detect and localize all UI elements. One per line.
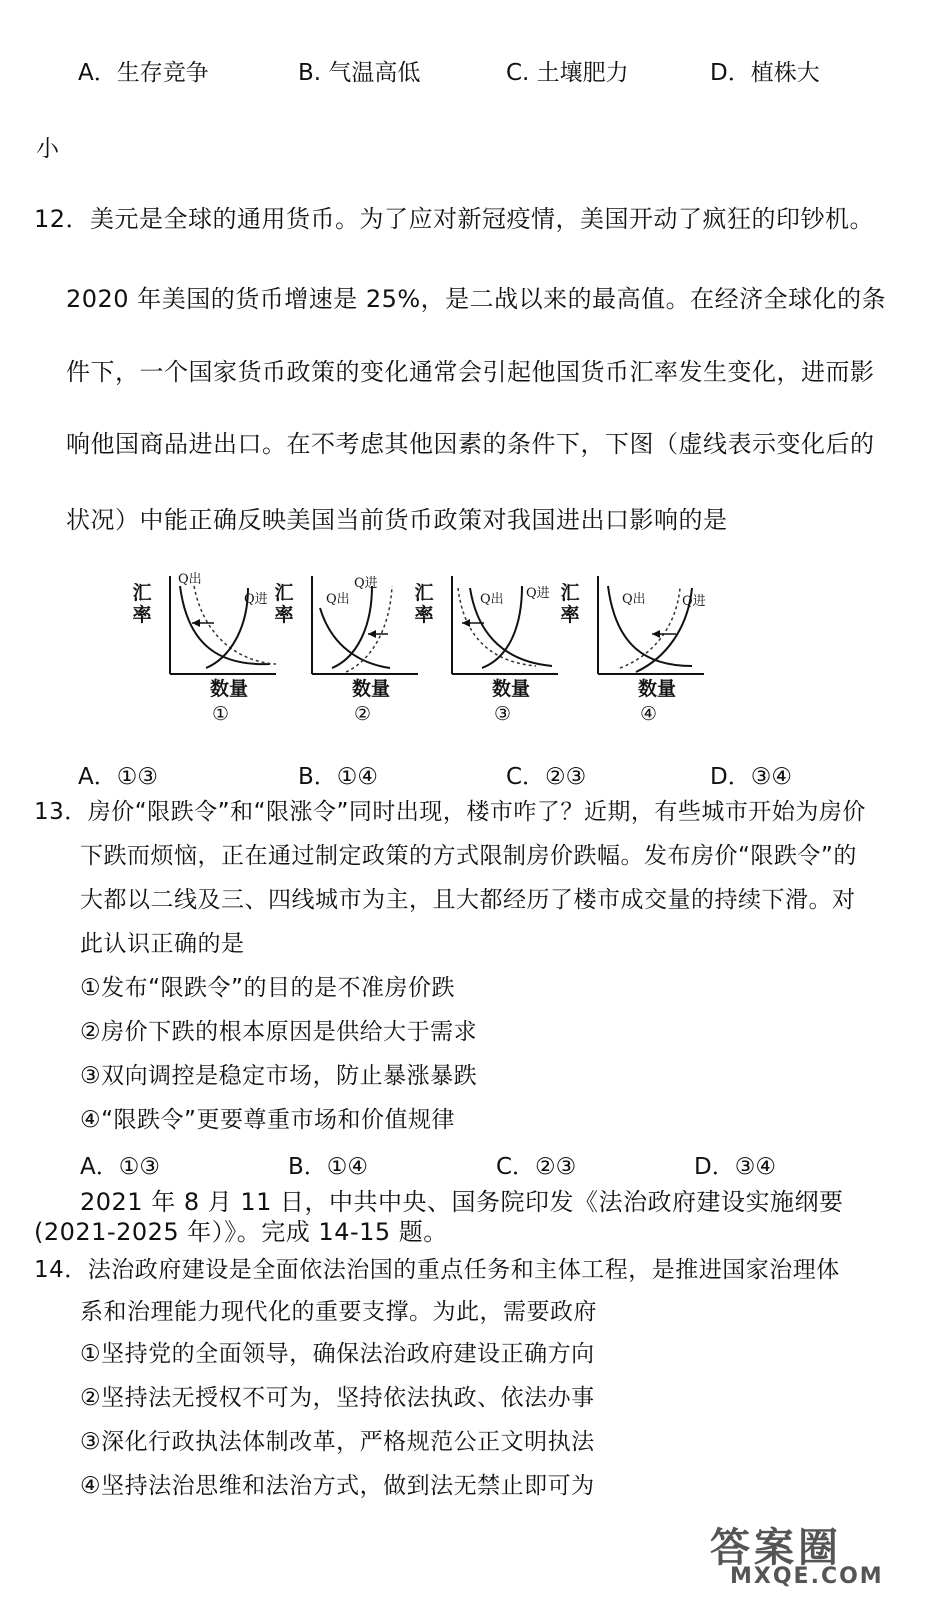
q14-item-2: ②坚持法无授权不可为，坚持依法执政、依法办事: [80, 1385, 595, 1411]
graph-2-q-out: Q出: [326, 592, 350, 607]
q14-line-2: 系和治理能力现代化的重要支撑。为此，需要政府: [80, 1299, 597, 1325]
q13-item-1: ①发布“限跌令”的目的是不准房价跌: [80, 975, 455, 1001]
q12-line-1: 12．美元是全球的通用货币。为了应对新冠疫情，美国开动了疯狂的印钞机。: [34, 205, 875, 233]
graph-2-q-in: Q进: [354, 576, 378, 591]
q11-option-b: B. 气温高低: [298, 60, 421, 86]
q11-option-d-continued: 小: [36, 136, 59, 162]
exchange-rate-graph-1: [130, 568, 280, 728]
q14-item-3: ③深化行政执法体制改革，严格规范公正文明执法: [80, 1429, 595, 1455]
graph-1-y-label: 汇率: [132, 582, 152, 626]
graph-3-q-in: Q进: [526, 586, 550, 601]
q12-line-5: 状况）中能正确反映美国当前货币政策对我国进出口影响的是: [66, 506, 728, 534]
graph-4-y-label: 汇率: [560, 582, 580, 626]
q13-line-3: 大都以二线及三、四线城市为主，且大都经历了楼市成交量的持续下滑。对: [80, 887, 856, 913]
graph-4-q-in: Q进: [682, 594, 706, 609]
graph-4-number: ④: [640, 703, 658, 725]
q12-option-d: D．③④: [710, 764, 792, 790]
q14-item-4: ④坚持法治思维和法治方式，做到法无禁止即可为: [80, 1473, 595, 1499]
q11-option-d: D．植株大: [710, 60, 820, 86]
graph-1-q-in: Q进: [244, 592, 268, 607]
graph-1-number: ①: [212, 703, 230, 725]
q12-line-4: 响他国商品进出口。在不考虑其他因素的条件下，下图（虚线表示变化后的: [66, 430, 875, 458]
q11-option-c: C. 土壤肥力: [506, 60, 629, 86]
q12-line-3: 件下，一个国家货币政策的变化通常会引起他国货币汇率发生变化，进而影: [66, 358, 875, 386]
exchange-rate-graph-2: [272, 568, 422, 728]
q14-line-1: 14．法治政府建设是全面依法治国的重点任务和主体工程，是推进国家治理体: [34, 1257, 840, 1283]
logo-url: MXQE.COM: [730, 1564, 884, 1589]
q14-item-1: ①坚持党的全面领导，确保法治政府建设正确方向: [80, 1341, 595, 1367]
q13-option-c: C．②③: [496, 1154, 577, 1180]
q11-option-a: A．生存竞争: [78, 60, 209, 86]
q13-item-2: ②房价下跌的根本原因是供给大于需求: [80, 1019, 478, 1045]
q12-option-b: B．①④: [298, 764, 379, 790]
q13-item-3: ③双向调控是稳定市场，防止暴涨暴跌: [80, 1063, 478, 1089]
graph-3-x-label: 数量: [492, 678, 531, 700]
exchange-rate-graph-3: [412, 568, 562, 728]
q13-line-2: 下跌而烦恼，正在通过制定政策的方式限制房价跌幅。发布房价“限跌令”的: [80, 843, 857, 869]
exchange-rate-graph-4: [558, 568, 708, 728]
q13-option-b: B．①④: [288, 1154, 369, 1180]
q12-option-c: C．②③: [506, 764, 587, 790]
q13-line-4: 此认识正确的是: [80, 931, 245, 957]
q12-line-2: 2020 年美国的货币增速是 25%，是二战以来的最高值。在经济全球化的条: [66, 285, 887, 313]
answer-site-logo: [710, 1512, 910, 1592]
q13-option-d: D．③④: [694, 1154, 776, 1180]
graph-2-x-label: 数量: [352, 678, 391, 700]
q12-option-a: A．①③: [78, 764, 158, 790]
q13-option-a: A．①③: [80, 1154, 160, 1180]
graph-3-number: ③: [494, 703, 512, 725]
graph-3-q-out: Q出: [480, 592, 504, 607]
q13-line-1: 13．房价“限跌令”和“限涨令”同时出现，楼市咋了？近期，有些城市开始为房价: [34, 799, 866, 825]
q13-item-4: ④“限跌令”更要尊重市场和价值规律: [80, 1107, 455, 1133]
logo-text: 答案圈: [710, 1525, 842, 1571]
graph-4-q-out: Q出: [622, 592, 646, 607]
graph-1-x-label: 数量: [210, 678, 249, 700]
intro-14-line-1: 2021 年 8 月 11 日，中共中央、国务院印发《法治政府建设实施纲要: [80, 1188, 844, 1216]
graph-3-y-label: 汇率: [414, 582, 434, 626]
graph-1-q-out: Q出: [178, 572, 202, 587]
graph-2-number: ②: [354, 703, 372, 725]
intro-14-line-2: (2021-2025 年）》。完成 14-15 题。: [34, 1218, 448, 1246]
graph-4-x-label: 数量: [638, 678, 677, 700]
graph-2-y-label: 汇率: [274, 582, 294, 626]
